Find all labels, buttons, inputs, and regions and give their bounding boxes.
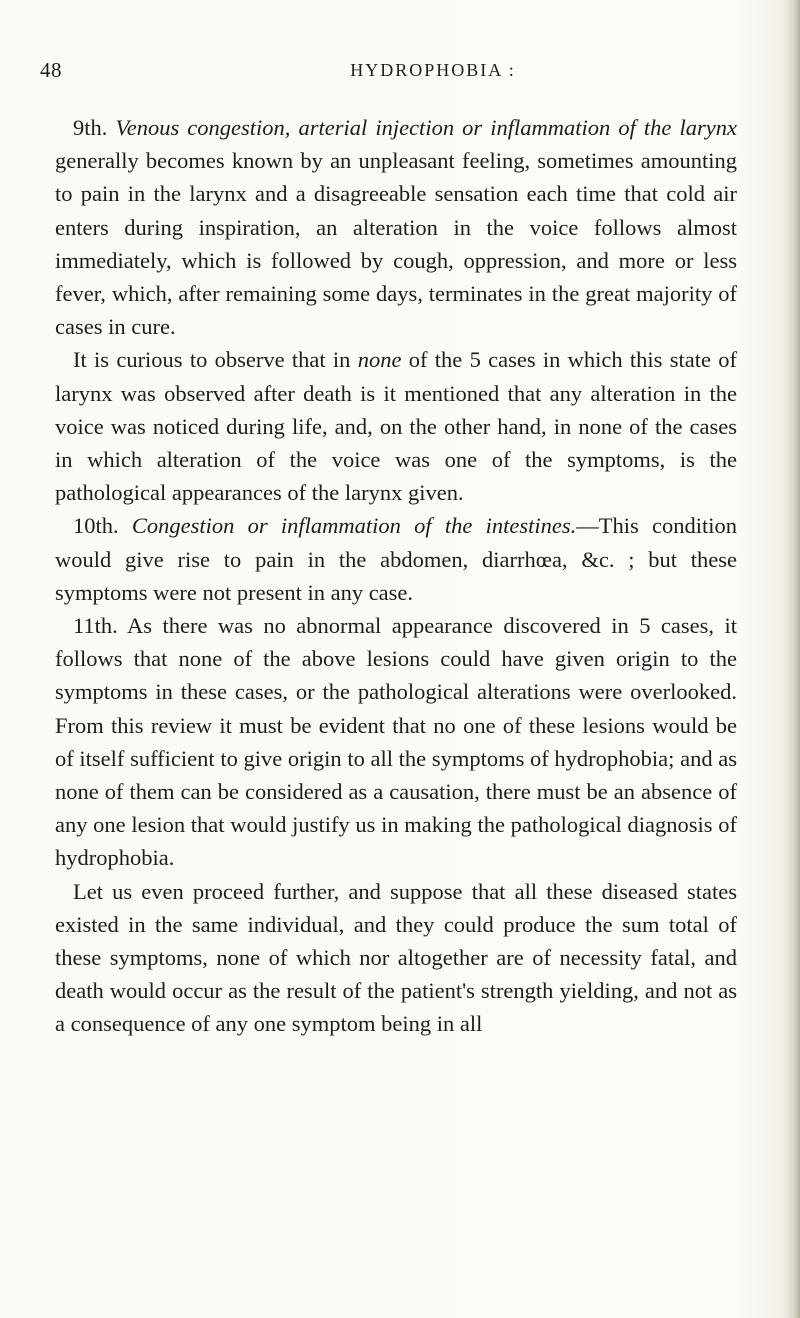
paragraph-10th bbox=[55, 509, 737, 609]
paragraph-10th-number: 10th. bbox=[73, 513, 132, 539]
page-number: 48 bbox=[40, 58, 62, 82]
body-text bbox=[55, 111, 737, 1041]
paragraph-9th bbox=[55, 111, 737, 343]
paragraph-10th-text: —This condition would give rise to pain in the abdomen, diarrhœa, &c. ; but these symptoms were not present in any case. bbox=[55, 513, 737, 605]
paragraph-9th-heading: Venous congestion, arterial injection or inflammation of the larynx bbox=[115, 115, 737, 140]
paragraph-9th-text: generally becomes known by an unpleasant feeling, sometimes amounting to pain in the larynx and a disagreeable sensation each time that cold air enters during inspiration, an alteration in the voice follows almost immediately, which is followed by cough, oppression, and more or less fever, which, after remaining some days, terminates in the great majority of cases in cure. bbox=[55, 148, 737, 340]
paragraph-curious-text-a: It is curious to observe that in bbox=[73, 347, 358, 373]
page-edge-shadow bbox=[786, 0, 800, 1318]
paragraph-10th-heading: Congestion or inflammation of the intestines. bbox=[131, 513, 577, 539]
paragraph-let-us-text: Let us even proceed further, and suppose that all these diseased states existed in the same individual, and they could produce the sum total of these symptoms, none of which nor altogether are of necessity fatal, and death would occur as the result of the patient's strength yielding, and not as a consequence of any one symptom being in all bbox=[55, 878, 737, 1037]
running-title: HYDROPHOBIA : bbox=[350, 60, 516, 80]
page-header bbox=[40, 58, 740, 90]
paragraph-9th-number: 9th. bbox=[73, 115, 116, 140]
paragraph-curious-text-b: of the 5 cases in which this state of larynx was observed after death is it mentioned that any alteration in the voice was noticed during life, and, on the other hand, in none of the cases in which alteration of the voice was one of the symptoms, is the pathological appearances of the larynx given. bbox=[55, 347, 737, 506]
paragraph-curious-emphasis: none bbox=[357, 347, 402, 373]
paragraph-11th-text: 11th. As there was no abnormal appearance discovered in 5 cases, it follows that none of the above lesions could have given origin to the symptoms in these cases, or the pathological alterations were overlooked. From this review it must be evident that no one of these lesions would be of itself sufficient to give origin to all the symptoms of hydrophobia; and as none of them can be considered as a causation, there must be an absence of any one lesion that would justify us in making the pathological diagnosis of hydrophobia. bbox=[55, 613, 737, 871]
paragraph-let-us bbox=[55, 875, 737, 1041]
paragraph-curious bbox=[55, 343, 737, 509]
paragraph-11th bbox=[55, 609, 737, 875]
